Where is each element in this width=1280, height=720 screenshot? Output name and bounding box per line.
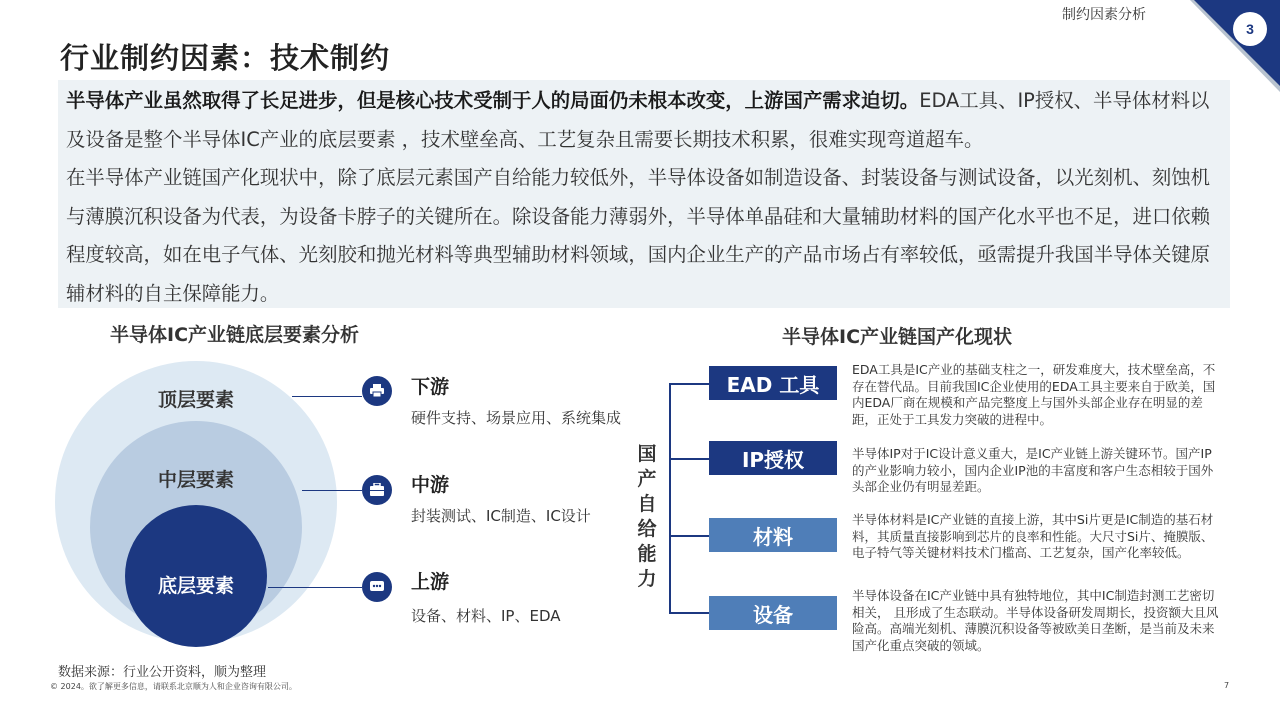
- page-badge-number: 3: [1246, 21, 1254, 37]
- vertical-char: 力: [637, 568, 657, 590]
- tag-ip-licensing: IP授权: [709, 441, 837, 475]
- desc-ip-licensing: 半导体IP对于IC设计意义重大，是IC产业链上游关键环节。国产IP的产业影响力较小，国内企业IP池的丰富度和客户生态相较于国外头部企业仍有明显差距。: [852, 446, 1214, 494]
- chat-icon: [362, 572, 392, 602]
- tag-materials: 材料: [709, 518, 837, 552]
- intro-text: [66, 82, 1226, 314]
- bracket-branch-2: [669, 458, 710, 460]
- desc-equipment: 半导体设备在IC产业链中具有独特地位，其中IC制造封测工艺密切相关， 且形成了生态联动。半导体设备研发周期长，投资额大且风险高。高端光刻机、薄膜沉积设备等被欧美日垄断，是当前及未来国产化重点突破的领域。: [852, 588, 1219, 653]
- vertical-char: 自: [637, 493, 657, 515]
- vertical-char: 能: [637, 543, 657, 565]
- intro-box: [58, 80, 1230, 308]
- page-number: 7: [1224, 681, 1230, 690]
- page-title: 行业制约因素：技术制约: [60, 41, 391, 75]
- tag-eda-tools: EAD 工具: [709, 366, 837, 400]
- stage-desc-downstream: 硬件支持、场景应用、系统集成: [411, 409, 622, 427]
- stage-desc-upstream: 设备、材料、IP、EDA: [411, 607, 561, 625]
- connector-upstream: [268, 587, 362, 588]
- connector-downstream: [292, 396, 362, 397]
- intro-paragraph-1-rest: EDA工具、IP授权、半导体材料以及设备是整个半导体IC产业的底层要素 ，技术壁垒高、工艺复杂且需要长期技术积累，很难实现弯道超车。: [66, 89, 1210, 151]
- desc-eda-tools: EDA工具是IC产业的基础支柱之一，研发难度大，技术壁垒高，不存在替代品。目前我国IC企业使用的EDA工具主要来自于欧美，国内EDA厂商在规模和产品完整度上与国外头部企业存在明显的差距，正处于工具发力突破的进程中。: [852, 362, 1216, 427]
- briefcase-icon: [362, 475, 392, 505]
- bracket-branch-3: [669, 535, 710, 537]
- vertical-char: 产: [637, 468, 657, 490]
- vertical-char: 国: [637, 443, 657, 465]
- bracket-branch-1: [669, 383, 710, 385]
- data-source: 数据来源：行业公开资料，顺为整理: [58, 665, 267, 680]
- middle-layer-label: 中层要素: [157, 469, 234, 491]
- top-layer-label: 顶层要素: [157, 389, 234, 411]
- stage-desc-midstream: 封装测试、IC制造、IC设计: [411, 507, 591, 525]
- copyright: © 2024。欲了解更多信息，请联系北京顺为人和企业咨询有限公司。: [50, 682, 297, 691]
- stage-title-upstream: 上游: [411, 571, 450, 593]
- bracket-vertical-line: [669, 383, 671, 613]
- intro-paragraph-2: 在半导体产业链国产化现状中，除了底层元素国产自给能力较低外，半导体设备如制造设备、封装设备与测试设备，以光刻机、刻蚀机与薄膜沉积设备为代表，为设备卡脖子的关键所在。除设备能力薄弱外，半导体单晶硅和大量辅助材料的国产化水平也不足，进口依赖程度较高，如在电子气体、光刻胶和抛光材料等典型辅助材料领域，国内企业生产的产品市场占有率较低，亟需提升我国半导体关键原辅材料的自主保障能力。: [66, 166, 1211, 305]
- bottom-layer-label: 底层要素: [157, 575, 234, 597]
- intro-paragraph-1: [66, 82, 1226, 159]
- page-corner-badge: [1190, 0, 1280, 92]
- right-chart-title: 半导体IC产业链国产化现状: [782, 326, 1013, 348]
- stage-title-midstream: 中游: [411, 474, 450, 496]
- vertical-char: 给: [637, 518, 657, 540]
- desc-materials: 半导体材料是IC产业链的直接上游，其中Si片更是IC制造的基石材料，其质量直接影响到芯片的良率和性能。大尺寸Si片、掩膜版、电子特气等关键材料技术门槛高、工艺复杂，国产化率较低。: [852, 512, 1214, 560]
- intro-key-sentence: 半导体产业虽然取得了长足进步，但是核心技术受制于人的局面仍未根本改变，上游国产需求迫切。: [66, 89, 920, 112]
- left-chart-title: 半导体IC产业链底层要素分析: [110, 324, 360, 346]
- printer-icon: [362, 376, 392, 406]
- tag-equipment: 设备: [709, 596, 837, 630]
- connector-midstream: [302, 490, 362, 491]
- section-label: 制约因素分析: [1062, 7, 1146, 23]
- bracket-branch-4: [669, 612, 710, 614]
- vertical-label: [632, 442, 662, 592]
- stage-title-downstream: 下游: [411, 376, 450, 398]
